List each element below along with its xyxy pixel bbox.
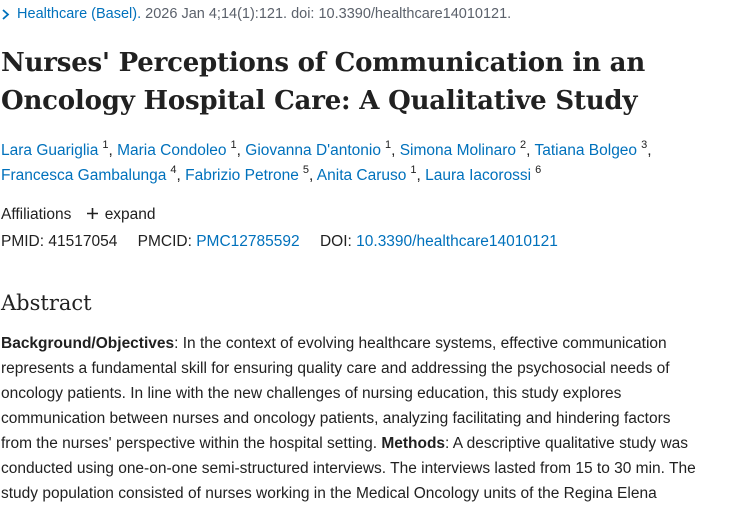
article-title-line: Oncology Hospital Care: A Qualitative Study	[1, 86, 638, 116]
author-list	[1, 138, 652, 188]
expand-label: expand	[104, 206, 156, 223]
author-link[interactable]	[1, 164, 177, 184]
author-separator: ,	[416, 167, 426, 184]
author-name: Fabrizio Petrone	[185, 167, 299, 184]
pmid-value: 41517054	[48, 233, 118, 250]
author-link[interactable]	[425, 164, 542, 184]
citation-details: 2026 Jan 4;14(1):121. doi: 10.3390/healthcare14010121.	[145, 6, 512, 22]
abstract-line-text: : In the context of evolving healthcare systems, effective communication	[174, 335, 667, 352]
author-link[interactable]	[117, 139, 237, 159]
author-link[interactable]	[399, 139, 527, 159]
author-link[interactable]	[534, 139, 648, 159]
author-name: Lara Guariglia	[1, 142, 99, 159]
author-link[interactable]	[245, 139, 392, 159]
author-name: Simona Molinaro	[399, 142, 517, 159]
pmcid-link[interactable]: PMC12785592	[196, 233, 300, 250]
author-row	[1, 163, 652, 188]
article-title-line: Nurses' Perceptions of Communication in an	[1, 48, 646, 78]
affiliations-row	[1, 204, 156, 226]
journal-link[interactable]: Healthcare (Basel).	[17, 6, 142, 22]
affiliation-number[interactable]: 4	[170, 164, 177, 176]
methods-label: Methods	[381, 435, 446, 452]
author-link[interactable]	[316, 164, 417, 184]
doi-label: DOI:	[319, 233, 352, 250]
abstract-line-text: from the nurses' perspective within the hospital setting.	[1, 435, 382, 452]
affiliation-number[interactable]: 1	[384, 139, 392, 151]
author-row	[1, 138, 652, 163]
abstract-text	[1, 331, 750, 506]
abstract-line: conducted using one-on-one semi-structured interviews. The interviews lasted from 15 to 30 min. The	[1, 460, 696, 477]
affiliation-number[interactable]: 1	[102, 139, 109, 151]
chevron-right-icon	[1, 4, 13, 24]
background-label: Background/Objectives	[1, 335, 175, 352]
abstract-line: communication between nurses and oncology patients, analyzing facilitating and hindering factors	[1, 410, 671, 427]
affiliation-number[interactable]: 2	[520, 139, 527, 151]
affiliation-number[interactable]: 6	[535, 164, 542, 176]
abstract-heading: Abstract	[1, 291, 92, 315]
author-name: Maria Condoleo	[117, 142, 227, 159]
pmid-label: PMID:	[1, 233, 45, 250]
author-name: Laura Iacorossi	[425, 167, 532, 184]
affiliations-label: Affiliations	[1, 206, 72, 223]
author-name: Giovanna D'antonio	[245, 142, 381, 159]
author-separator: ,	[108, 142, 118, 159]
author-link[interactable]	[1, 139, 109, 159]
author-separator: ,	[526, 142, 535, 159]
author-link[interactable]	[185, 164, 310, 184]
abstract-line: represents a fundamental skill for ensuring quality care and addressing the psychosocial needs of	[1, 360, 670, 377]
author-separator: ,	[236, 142, 246, 159]
author-name: Anita Caruso	[316, 167, 407, 184]
doi-link[interactable]: 10.3390/healthcare14010121	[356, 233, 558, 250]
affiliation-number[interactable]: 5	[302, 164, 310, 176]
abstract-line	[1, 431, 750, 456]
citation-line	[1, 4, 511, 24]
abstract-line: oncology patients. In line with the new challenges of nursing education, this study explores	[1, 385, 622, 402]
author-separator: ,	[647, 142, 652, 159]
identifiers-row	[1, 231, 558, 253]
article-title	[1, 44, 645, 120]
pmcid-label: PMCID:	[137, 233, 192, 250]
author-separator: ,	[176, 167, 186, 184]
abstract-line-text: : A descriptive qualitative study was	[445, 435, 689, 452]
affiliation-number[interactable]: 1	[230, 139, 237, 151]
abstract-line: study population consisted of nurses working in the Medical Oncology units of the Regina Elena	[1, 485, 657, 502]
affiliation-number[interactable]: 1	[410, 164, 417, 176]
abstract-line	[1, 331, 750, 356]
author-name: Tatiana Bolgeo	[534, 142, 638, 159]
author-name: Francesca Gambalunga	[1, 167, 167, 184]
plus-icon	[86, 205, 99, 218]
author-separator: ,	[391, 142, 400, 159]
author-separator: ,	[309, 167, 317, 184]
affiliations-expand-button[interactable]	[86, 206, 156, 223]
affiliation-number[interactable]: 3	[641, 139, 648, 151]
